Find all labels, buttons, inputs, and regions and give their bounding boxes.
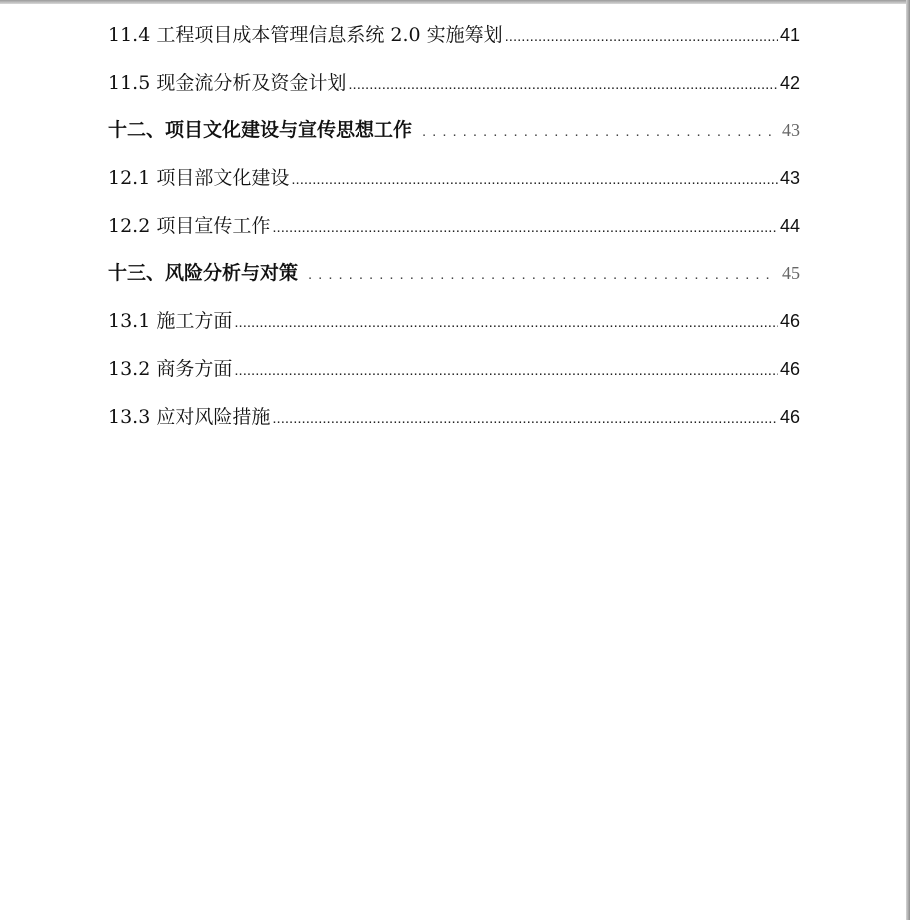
toc-entry[interactable] bbox=[108, 159, 800, 207]
toc-dot-leader bbox=[234, 304, 778, 342]
toc-entry[interactable] bbox=[108, 64, 800, 112]
page-top-edge bbox=[0, 0, 910, 4]
toc-entry-title: 13.1 施工方面 bbox=[108, 310, 233, 333]
toc-page-number: 43 bbox=[782, 120, 800, 141]
table-of-contents bbox=[108, 16, 800, 445]
toc-page-number: 43 bbox=[779, 168, 800, 189]
toc-entry-title: 13.3 应对风险措施 bbox=[108, 405, 271, 428]
toc-dot-leader bbox=[272, 400, 778, 438]
toc-page-number: 46 bbox=[779, 311, 800, 332]
toc-page-number: 44 bbox=[779, 215, 800, 236]
toc-dot-leader bbox=[291, 161, 778, 199]
toc-page-number: 45 bbox=[782, 263, 800, 284]
toc-entry-title: 12.2 项目宣传工作 bbox=[108, 214, 271, 237]
toc-chapter-title: 十三、风险分析与对策 bbox=[108, 262, 299, 285]
toc-entry-title: 13.2 商务方面 bbox=[108, 357, 233, 380]
toc-dot-leader bbox=[308, 256, 774, 294]
toc-chapter-entry[interactable] bbox=[108, 111, 800, 159]
toc-dot-leader bbox=[272, 209, 778, 247]
toc-entry-title: 12.1 项目部文化建设 bbox=[108, 167, 290, 190]
page-right-edge bbox=[906, 0, 910, 920]
toc-chapter-entry[interactable] bbox=[108, 254, 800, 302]
toc-page-number: 42 bbox=[779, 72, 800, 93]
toc-entry-title: 11.4 工程项目成本管理信息系统 2.0 实施筹划 bbox=[108, 24, 503, 46]
toc-entry[interactable] bbox=[108, 207, 800, 255]
toc-dot-leader bbox=[422, 113, 774, 151]
toc-dot-leader bbox=[505, 18, 778, 56]
toc-entry[interactable] bbox=[108, 16, 800, 64]
toc-page-number: 46 bbox=[779, 406, 800, 427]
toc-dot-leader bbox=[348, 66, 778, 104]
toc-entry[interactable] bbox=[108, 350, 800, 398]
toc-chapter-title: 十二、项目文化建设与宣传思想工作 bbox=[108, 119, 413, 142]
toc-entry[interactable] bbox=[108, 398, 800, 446]
toc-entry[interactable] bbox=[108, 302, 800, 350]
toc-dot-leader bbox=[234, 352, 778, 390]
toc-entry-title: 11.5 现金流分析及资金计划 bbox=[108, 71, 347, 94]
toc-page-number: 46 bbox=[779, 358, 800, 379]
toc-page-number: 41 bbox=[779, 25, 800, 45]
